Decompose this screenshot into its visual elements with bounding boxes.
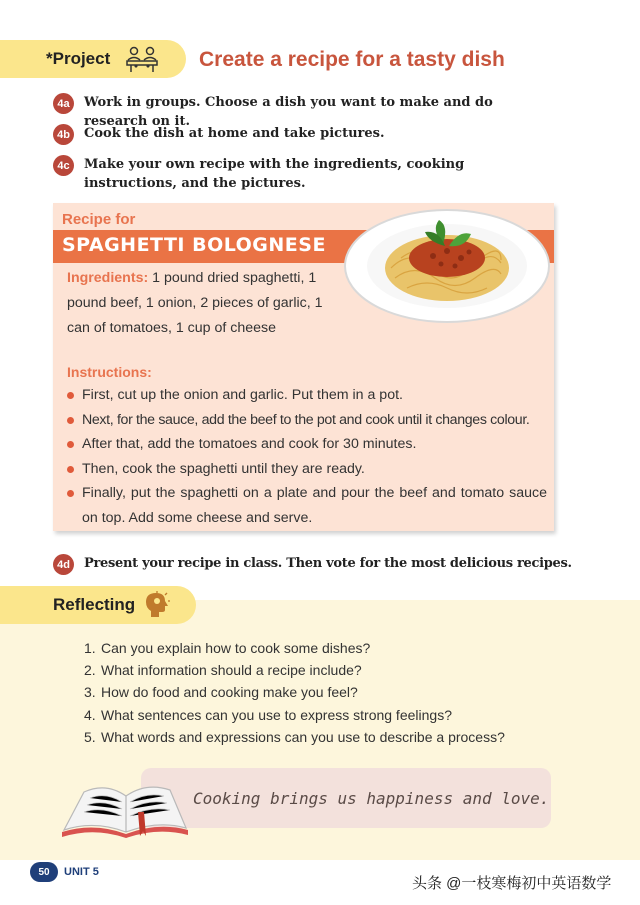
bullet-icon bbox=[67, 441, 74, 448]
task-number-badge: 4d bbox=[53, 554, 74, 575]
thinking-head-icon bbox=[145, 591, 171, 619]
instruction-item bbox=[67, 481, 547, 530]
task-number-badge: 4a bbox=[53, 93, 74, 114]
open-book-icon bbox=[60, 772, 190, 838]
project-tab-label: *Project bbox=[46, 49, 111, 68]
watermark: 头条 @一枝寒梅初中英语数学 bbox=[412, 875, 612, 892]
reflecting-questions bbox=[84, 637, 505, 748]
bullet-icon bbox=[67, 466, 74, 473]
quote-text: Cooking brings us happiness and love. bbox=[193, 789, 550, 808]
task-text: Cook the dish at home and take pictures. bbox=[84, 126, 385, 141]
instruction-text: After that, add the tomatoes and cook for 30 minutes. bbox=[82, 436, 417, 453]
instruction-item bbox=[67, 432, 547, 457]
instruction-item bbox=[67, 457, 547, 482]
task-4d bbox=[53, 554, 604, 575]
question-item bbox=[84, 681, 505, 703]
bullet-icon bbox=[67, 392, 74, 399]
reflecting-tab-label: Reflecting bbox=[53, 595, 136, 614]
project-tab bbox=[0, 40, 186, 78]
question-text: What information should a recipe include? bbox=[101, 662, 362, 679]
ingredients bbox=[67, 266, 337, 341]
ingredients-label: Ingredients: bbox=[67, 270, 149, 286]
question-number: 1. bbox=[84, 640, 96, 656]
question-text: Can you explain how to cook some dishes? bbox=[101, 640, 371, 656]
question-text: What sentences can you use to express strong feelings? bbox=[101, 706, 452, 723]
question-item bbox=[84, 726, 505, 748]
group-icon bbox=[124, 45, 160, 73]
ingredients-text: 1 pound dried spaghetti, 1 pound beef, 1 onion, 2 pieces of garlic, 1 can of tomatoes, 1 cup of cheese bbox=[67, 270, 323, 336]
instruction-item bbox=[67, 383, 547, 408]
page-number: 50 bbox=[30, 862, 58, 882]
question-item bbox=[84, 704, 505, 726]
task-text: Work in groups. Choose a dish you want to make and do research on it. bbox=[84, 95, 493, 129]
instruction-text: Finally, put the spaghetti on a plate and pour the beef and tomato sauce on top. Add some cheese and serve. bbox=[82, 485, 547, 526]
instructions-label: Instructions: bbox=[67, 364, 152, 380]
reflecting-tab bbox=[0, 586, 196, 624]
recipe-for-label: Recipe for bbox=[62, 211, 136, 228]
question-item bbox=[84, 637, 505, 659]
instruction-text: First, cut up the onion and garlic. Put them in a pot. bbox=[82, 387, 403, 403]
recipe-name: SPAGHETTI BOLOGNESE bbox=[62, 234, 326, 256]
instructions-list bbox=[67, 383, 547, 531]
task-4b bbox=[53, 124, 554, 145]
task-text: Present your recipe in class. Then vote for the most delicious recipes. bbox=[84, 556, 572, 571]
spaghetti-plate-image bbox=[343, 206, 551, 324]
task-number-badge: 4b bbox=[53, 124, 74, 145]
unit-label: UNIT 5 bbox=[64, 866, 99, 878]
bullet-icon bbox=[67, 490, 74, 497]
bullet-icon bbox=[67, 417, 74, 424]
instruction-text: Next, for the sauce, add the beef to the pot and cook until it changes colour. bbox=[82, 411, 530, 428]
question-text: How do food and cooking make you feel? bbox=[101, 684, 358, 701]
question-number: 2. bbox=[84, 662, 96, 679]
question-text: What words and expressions can you use to describe a process? bbox=[101, 728, 505, 745]
task-4c bbox=[53, 155, 554, 193]
question-number: 3. bbox=[84, 684, 96, 701]
question-item bbox=[84, 659, 505, 681]
task-text: Make your own recipe with the ingredients, cooking instructions, and the pictures. bbox=[84, 157, 465, 191]
instruction-text: Then, cook the spaghetti until they are ready. bbox=[82, 460, 365, 477]
task-number-badge: 4c bbox=[53, 155, 74, 176]
project-title: Create a recipe for a tasty dish bbox=[199, 48, 505, 71]
instruction-item bbox=[67, 408, 547, 433]
question-number: 4. bbox=[84, 706, 96, 723]
question-number: 5. bbox=[84, 728, 96, 745]
